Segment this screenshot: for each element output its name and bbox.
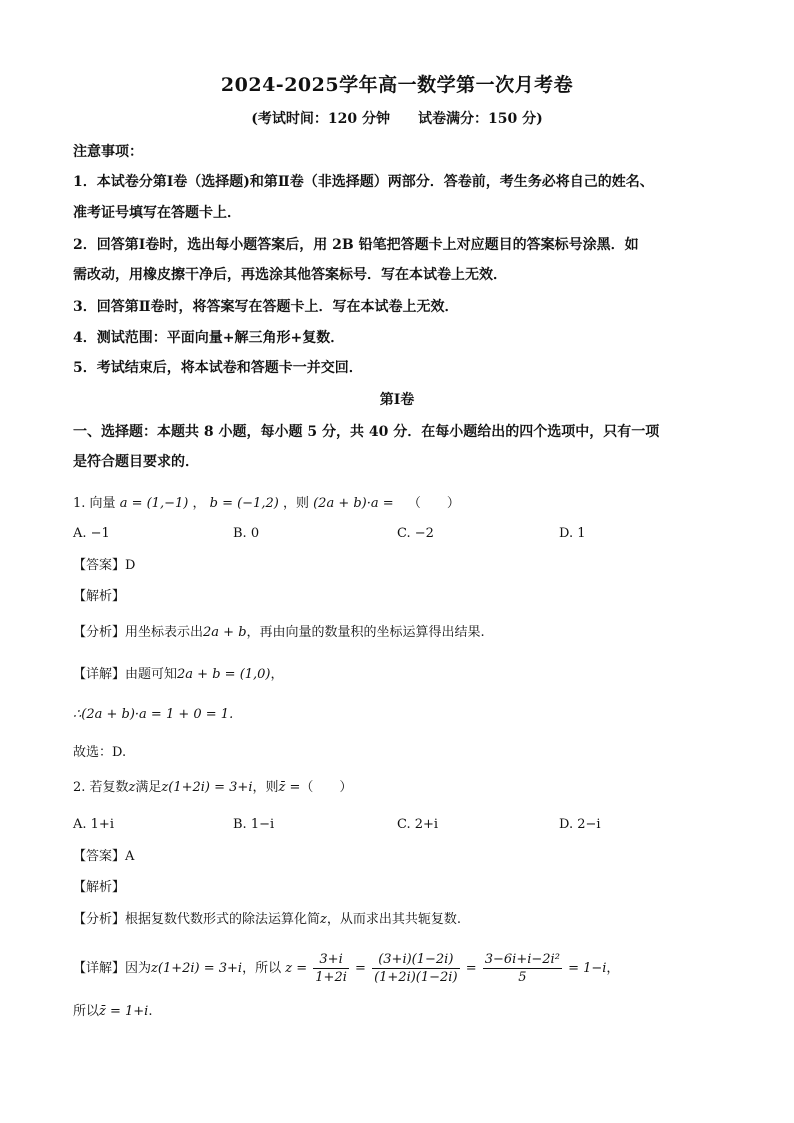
- option-b: B. 0: [233, 526, 260, 541]
- exam-title: 2024-2025学年高一数学第一次月考卷: [220, 74, 574, 96]
- notes-heading: 注意事项：: [73, 144, 143, 160]
- note-item: 准考证号填写在答题卡上．: [73, 205, 241, 221]
- question-2-detail: 【详解】因为z(1+2i) = 3+i，所以 z = $\frac{3+i}{1+2i}$ = $\frac{(3+i)(1-2i)}{(1+2i)(1-2i)}$ = $\frac{\text{3−6i+i−2i²}}{5}$ = 1−i，: [73, 952, 620, 985]
- option-a: A. 1+i: [73, 817, 114, 832]
- question-1-step: ∴(2a + b)·a = 1 + 0 = 1.: [73, 707, 234, 722]
- exam-time: (考试时间：120 分钟: [251, 111, 390, 127]
- option-c: C. 2+i: [397, 817, 439, 832]
- fraction-1: $\frac{3+i}{1+2i}$: [315, 952, 347, 985]
- question-2-answer: 【答案】A: [73, 849, 135, 864]
- question-2-final: 所以z̄ = 1+i.: [73, 1004, 153, 1019]
- note-item: 2．回答第Ⅰ卷时，选出每小题答案后，用 2B 铅笔把答题卡上对应题目的答案标号涂黑．如: [73, 237, 639, 253]
- option-d: D. 1: [559, 526, 586, 541]
- question-1-answer: 【答案】D: [73, 558, 136, 573]
- question-2-fenxi: 【分析】根据复数代数形式的除法运算化简z，从而求出其共轭复数.: [73, 912, 462, 927]
- exam-subtitle: [0, 108, 794, 128]
- note-item: 4．测试范围：平面向量+解三角形+复数．: [73, 330, 345, 346]
- question-1-fenxi: 【分析】用坐标表示出2a + b，再由向量的数量积的坐标运算得出结果.: [73, 625, 485, 640]
- question-2-analysis-label: 【解析】: [73, 880, 126, 895]
- note-item: 需改动，用橡皮擦干净后，再选涂其他答案标号．写在本试卷上无效．: [73, 267, 507, 283]
- question-1-choice: 故选：D.: [73, 745, 127, 760]
- vector-b-definition: b = (−1,2): [209, 496, 279, 511]
- option-a: A. −1: [73, 526, 110, 541]
- question-1-expression: (2a + b)·a =: [313, 496, 394, 511]
- section-intro: 是符合题目要求的．: [73, 454, 199, 470]
- question-1-detail: 【详解】由题可知2a + b = (1,0)，: [73, 667, 284, 682]
- section-title: 第Ⅰ卷: [379, 392, 415, 408]
- section-intro: 一、选择题：本题共 8 小题，每小题 5 分，共 40 分．在每小题给出的四个选项中，只有一项: [73, 424, 660, 440]
- option-d: D. 2−i: [559, 817, 601, 832]
- question-1-analysis-label: 【解析】: [73, 589, 126, 604]
- question-2-stem: 2. 若复数z满足z(1+2i) = 3+i，则z̄ =（ ）: [73, 780, 353, 795]
- question-1-stem: 1. 向量 a = (1,−1) ， b = (−1,2) ，则 (2a + b)·a = （ ）: [73, 496, 460, 511]
- answer-blank: （ ）: [407, 496, 460, 511]
- fraction-3: $\frac{\text{3−6i+i−2i²}}{5}$: [484, 952, 560, 985]
- note-item: 5．考试结束后，将本试卷和答题卡一并交回．: [73, 360, 363, 376]
- option-c: C. −2: [397, 526, 434, 541]
- fraction-2: $\frac{(3+i)(1-2i)}{(1+2i)(1-2i)}$: [374, 952, 458, 985]
- answer-blank: （ ）: [300, 780, 353, 795]
- vector-a-definition: a = (1,−1): [119, 496, 189, 511]
- option-b: B. 1−i: [233, 817, 275, 832]
- note-item: 1．本试卷分第Ⅰ卷（选择题)和第Ⅱ卷（非选择题）两部分．答卷前，考生务必将自己的姓名、: [73, 174, 654, 190]
- exam-score: 试卷满分：150 分): [418, 111, 543, 127]
- note-item: 3．回答第Ⅱ卷时，将答案写在答题卡上．写在本试卷上无效．: [73, 299, 459, 315]
